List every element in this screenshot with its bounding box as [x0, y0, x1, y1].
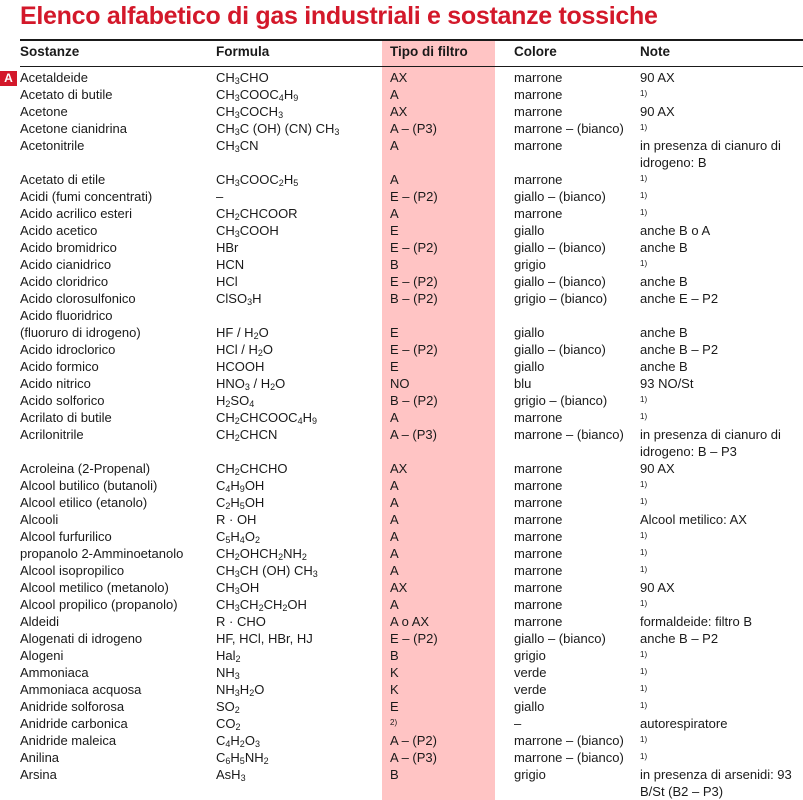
- formula-cell: HBr: [216, 240, 239, 255]
- substance-cell: Acido solforico: [20, 393, 105, 408]
- table-row: [0, 120, 803, 137]
- formula-cell: $CH_2CHCOOR$: [216, 206, 298, 222]
- table-row: [0, 545, 803, 562]
- note-cell: 90 AX: [640, 70, 675, 85]
- filter-cell: A: [390, 87, 399, 102]
- color-cell: marrone: [514, 614, 563, 629]
- note-cell: 1): [640, 89, 648, 98]
- note-cell: anche B o A: [640, 223, 711, 238]
- filter-cell: A – (P3): [390, 427, 437, 442]
- filter-cell: E – (P2): [390, 631, 438, 646]
- note-cell: 1): [640, 684, 648, 693]
- note-cell: 90 AX: [640, 580, 675, 595]
- formula-cell: HF / $H_2O$: [216, 325, 269, 341]
- substance-cell: Alcool butilico (butanoli): [20, 478, 158, 493]
- note-cell: 1): [640, 480, 648, 489]
- filter-cell: A: [390, 563, 399, 578]
- table-row: [0, 477, 803, 494]
- header-filter: Tipo di filtro: [390, 44, 468, 59]
- filter-cell: A – (P2): [390, 733, 437, 748]
- formula-cell: $NH_3H_2O$: [216, 682, 265, 698]
- filter-cell: B – (P2): [390, 291, 438, 306]
- color-cell: marrone: [514, 495, 563, 510]
- color-cell: –: [514, 716, 522, 731]
- substance-cell: Acido nitrico: [20, 376, 91, 391]
- substance-cell: Anidride maleica: [20, 733, 117, 748]
- note-cell: 1): [640, 565, 648, 574]
- filter-cell: A: [390, 478, 399, 493]
- formula-cell: $CH_2CHCN$: [216, 427, 278, 443]
- note-cell: 1): [640, 497, 648, 506]
- formula-cell: $CH_3CHO$: [216, 70, 269, 86]
- substance-cell: Acrilato di butile: [20, 410, 112, 425]
- formula-cell: HF, HCl, HBr, HJ: [216, 631, 313, 646]
- filter-cell: A: [390, 529, 399, 544]
- color-cell: giallo – (bianco): [514, 240, 606, 255]
- formula-cell: $H_2SO_4$: [216, 393, 255, 409]
- formula-cell: $CH_3C$ (OH) (CN) $CH_3$: [216, 121, 340, 137]
- substance-cell: Acido clorosulfonico: [20, 291, 136, 306]
- note-cell: 1): [640, 650, 648, 659]
- filter-cell: E – (P2): [390, 342, 438, 357]
- filter-cell: E: [390, 223, 399, 238]
- formula-cell: $CH_3CN$: [216, 138, 259, 154]
- table-row: [0, 222, 803, 239]
- filter-cell: B – (P2): [390, 393, 438, 408]
- table-row: [0, 375, 803, 392]
- color-cell: marrone: [514, 529, 563, 544]
- note-cell: 1): [640, 531, 648, 540]
- color-cell: giallo – (bianco): [514, 189, 606, 204]
- substance-cell: Acido cloridrico: [20, 274, 109, 289]
- formula-cell: Hal$_2$: [216, 648, 241, 664]
- note-cell: 1): [640, 667, 648, 676]
- table-row: [0, 188, 803, 205]
- formula-cell: $CH_3COOH$: [216, 223, 279, 239]
- substance-cell: Acetato di etile: [20, 172, 106, 187]
- substance-cell: Acido formico: [20, 359, 99, 374]
- formula-cell: $CO_2$: [216, 716, 241, 732]
- filter-cell: E – (P2): [390, 274, 438, 289]
- substance-cell: Acido bromidrico: [20, 240, 117, 255]
- formula-cell: HCl: [216, 274, 238, 289]
- substance-cell: Acetone cianidrina: [20, 121, 127, 136]
- note-cell: 1): [640, 191, 648, 200]
- substance-cell: Alcool metilico (metanolo): [20, 580, 169, 595]
- filter-cell: A: [390, 512, 399, 527]
- table-row: [0, 239, 803, 256]
- table-row: [0, 579, 803, 596]
- filter-cell: A o AX: [390, 614, 430, 629]
- substance-cell: (fluoruro di idrogeno): [20, 325, 141, 340]
- color-cell: blu: [514, 376, 532, 391]
- color-cell: marrone: [514, 580, 563, 595]
- formula-cell: $C_4H_9OH$: [216, 478, 265, 494]
- note-cell: 1): [640, 174, 648, 183]
- substance-cell: Acido fluoridrico: [20, 308, 113, 323]
- table-row: [0, 426, 803, 460]
- substance-cell: Ammoniaca acquosa: [20, 682, 142, 697]
- color-cell: marrone: [514, 546, 563, 561]
- note-cell: 1): [640, 599, 648, 608]
- formula-cell: $HNO_3 / H_2O$: [216, 376, 286, 392]
- substance-cell: Acido acetico: [20, 223, 98, 238]
- note-cell: Alcool metilico: AX: [640, 512, 747, 527]
- header-formula: Formula: [216, 44, 270, 59]
- note-cell: 93 NO/St: [640, 376, 694, 391]
- filter-cell: B: [390, 257, 399, 272]
- color-cell: marrone – (bianco): [514, 427, 624, 442]
- filter-cell: A: [390, 138, 399, 153]
- note-cell: 1): [640, 735, 648, 744]
- substance-cell: Alcool furfurilico: [20, 529, 112, 544]
- filter-cell: B: [390, 648, 399, 663]
- table-row: [0, 358, 803, 375]
- filter-cell: A: [390, 410, 399, 425]
- formula-cell: HCl / $H_2O$: [216, 342, 274, 358]
- color-cell: giallo – (bianco): [514, 342, 606, 357]
- note-cell: 1): [640, 412, 648, 421]
- formula-cell: AsH$_3$: [216, 767, 246, 783]
- substance-cell: Alcool isopropilico: [20, 563, 125, 578]
- color-cell: verde: [514, 682, 547, 697]
- color-cell: marrone: [514, 461, 563, 476]
- color-cell: grigio: [514, 767, 546, 782]
- substance-cell: Acido cianidrico: [20, 257, 112, 272]
- table-row: [0, 494, 803, 511]
- formula-cell: $C_2H_5OH$: [216, 495, 265, 511]
- table-row: [0, 86, 803, 103]
- color-cell: giallo – (bianco): [514, 631, 606, 646]
- note-cell: 1): [640, 259, 648, 268]
- substance-cell: Alcooli: [20, 512, 59, 527]
- note-cell: 1): [640, 548, 648, 557]
- table-row: [0, 290, 803, 307]
- filter-cell: A: [390, 546, 399, 561]
- filter-cell: E – (P2): [390, 240, 438, 255]
- section-letter-badge: A: [0, 71, 17, 86]
- formula-cell: R · CHO: [216, 614, 266, 629]
- color-cell: marrone – (bianco): [514, 750, 624, 765]
- note-cell: 1): [640, 752, 648, 761]
- substance-cell: Anidride carbonica: [20, 716, 128, 731]
- formula-cell: $NH_3$: [216, 665, 240, 681]
- formula-cell: ClSO$_3$H: [216, 291, 262, 307]
- filter-cell: E: [390, 699, 399, 714]
- table-row: [0, 392, 803, 409]
- filter-cell: K: [390, 665, 399, 680]
- table-row: [0, 171, 803, 188]
- note-cell: 1): [640, 208, 648, 217]
- substance-cell: Acetone: [20, 104, 68, 119]
- formula-cell: R · OH: [216, 512, 257, 527]
- filter-cell: E: [390, 325, 399, 340]
- table-row: [0, 664, 803, 681]
- formula-cell: $CH_2CHCHO$: [216, 461, 288, 477]
- table-row: [0, 273, 803, 290]
- formula-cell: HCOOH: [216, 359, 265, 374]
- color-cell: marrone: [514, 104, 563, 119]
- color-cell: grigio – (bianco): [514, 291, 608, 306]
- filter-cell: E – (P2): [390, 189, 438, 204]
- table-row: [0, 732, 803, 749]
- table-row: [0, 256, 803, 273]
- substance-cell: Alcool etilico (etanolo): [20, 495, 148, 510]
- color-cell: marrone: [514, 478, 563, 493]
- filter-cell: A – (P3): [390, 750, 437, 765]
- table-row: [0, 409, 803, 426]
- table-row: [0, 324, 803, 341]
- substance-cell: Acido acrilico esteri: [20, 206, 132, 221]
- substance-cell: Anidride solforosa: [20, 699, 125, 714]
- color-cell: marrone: [514, 410, 563, 425]
- table-row: [0, 528, 803, 545]
- color-cell: grigio – (bianco): [514, 393, 608, 408]
- table-row: [0, 647, 803, 664]
- formula-cell: $CH_3COOC_2H_5$: [216, 172, 299, 188]
- color-cell: marrone: [514, 138, 563, 153]
- filter-cell: AX: [390, 461, 408, 476]
- color-cell: marrone: [514, 70, 563, 85]
- formula-cell: $CH_3COCH_3$: [216, 104, 284, 120]
- substance-cell: Anilina: [20, 750, 60, 765]
- color-cell: marrone – (bianco): [514, 121, 624, 136]
- formula-cell: $CH_3CH_2CH_2OH$: [216, 597, 307, 613]
- note-cell: 1): [640, 701, 648, 710]
- note-cell: 90 AX: [640, 104, 675, 119]
- formula-cell: HCN: [216, 257, 245, 272]
- note-cell: 1): [640, 123, 648, 132]
- color-cell: grigio: [514, 257, 546, 272]
- filter-cell: B: [390, 767, 399, 782]
- note-cell: 1): [640, 395, 648, 404]
- filter-cell: AX: [390, 580, 408, 595]
- table-row: [0, 766, 803, 800]
- color-cell: giallo: [514, 359, 545, 374]
- header-note: Note: [640, 44, 670, 59]
- note-cell: in presenza di arsenidi: 93 B/St (B2 – P3): [640, 767, 792, 799]
- substance-cell: Acidi (fumi concentrati): [20, 189, 153, 204]
- filter-cell: 2): [390, 718, 398, 727]
- header-bottom-rule: [20, 66, 803, 67]
- substance-cell: propanolo 2-Amminoetanolo: [20, 546, 184, 561]
- formula-cell: $CH_2OHCH_2NH_2$: [216, 546, 307, 562]
- substance-cell: Ammoniaca: [20, 665, 89, 680]
- filter-cell: NO: [390, 376, 410, 391]
- color-cell: marrone: [514, 172, 563, 187]
- substance-cell: Acetonitrile: [20, 138, 85, 153]
- substance-cell: Alogenati di idrogeno: [20, 631, 143, 646]
- formula-cell: $C_6H_5NH_2$: [216, 750, 269, 766]
- table-row: [0, 341, 803, 358]
- filter-cell: E: [390, 359, 399, 374]
- note-cell: 90 AX: [640, 461, 675, 476]
- note-cell: in presenza di cianuro di idrogeno: B: [640, 138, 781, 170]
- formula-cell: $CH_3COOC_4H_9$: [216, 87, 299, 103]
- table-row: [0, 749, 803, 766]
- note-cell: anche B – P2: [640, 342, 719, 357]
- color-cell: marrone: [514, 563, 563, 578]
- table-row: [0, 715, 803, 732]
- note-cell: anche B: [640, 325, 688, 340]
- color-cell: marrone – (bianco): [514, 733, 624, 748]
- color-cell: marrone: [514, 597, 563, 612]
- page-title: Elenco alfabetico di gas industriali e sostanze tossiche: [20, 2, 658, 30]
- substance-table: [0, 69, 803, 800]
- color-cell: giallo – (bianco): [514, 274, 606, 289]
- substance-cell: Acroleina (2-Propenal): [20, 461, 151, 476]
- color-cell: marrone: [514, 512, 563, 527]
- filter-cell: A: [390, 172, 399, 187]
- filter-cell: A: [390, 597, 399, 612]
- table-row: [0, 137, 803, 171]
- color-cell: marrone: [514, 206, 563, 221]
- filter-cell: A: [390, 495, 399, 510]
- formula-cell: $C_4H_2O_3$: [216, 733, 260, 749]
- color-cell: giallo: [514, 699, 545, 714]
- table-row: [0, 205, 803, 222]
- formula-cell: $CH_3OH$: [216, 580, 260, 596]
- filter-cell: K: [390, 682, 399, 697]
- table-row: [0, 698, 803, 715]
- formula-cell: $C_5H_4O_2$: [216, 529, 260, 545]
- color-cell: marrone: [514, 87, 563, 102]
- table-row: [0, 307, 803, 324]
- color-cell: grigio: [514, 648, 546, 663]
- substance-cell: Alcool propilico (propanolo): [20, 597, 178, 612]
- filter-cell: AX: [390, 104, 408, 119]
- table-row: [0, 69, 803, 86]
- table-row: [0, 630, 803, 647]
- substance-cell: Acido idroclorico: [20, 342, 116, 357]
- note-cell: anche B: [640, 359, 688, 374]
- filter-cell: A: [390, 206, 399, 221]
- header-top-rule: [20, 39, 803, 41]
- table-row: [0, 596, 803, 613]
- table-row: [0, 613, 803, 630]
- table-row: [0, 562, 803, 579]
- note-cell: anche B – P2: [640, 631, 719, 646]
- formula-cell: $CH_3CH$ (OH) $CH_3$: [216, 563, 318, 579]
- substance-cell: Aldeidi: [20, 614, 60, 629]
- note-cell: autorespiratore: [640, 716, 728, 731]
- table-row: [0, 103, 803, 120]
- color-cell: giallo: [514, 325, 545, 340]
- color-cell: giallo: [514, 223, 545, 238]
- substance-cell: Alogeni: [20, 648, 64, 663]
- note-cell: anche B: [640, 274, 688, 289]
- formula-cell: $SO_2$: [216, 699, 240, 715]
- table-row: [0, 511, 803, 528]
- substance-cell: Acrilonitrile: [20, 427, 84, 442]
- substance-cell: Acetato di butile: [20, 87, 113, 102]
- formula-cell: –: [216, 189, 224, 204]
- note-cell: in presenza di cianuro di idrogeno: B – P3: [640, 427, 781, 459]
- color-cell: verde: [514, 665, 547, 680]
- substance-cell: Arsina: [20, 767, 57, 782]
- table-row: [0, 681, 803, 698]
- note-cell: anche E – P2: [640, 291, 719, 306]
- note-cell: anche B: [640, 240, 688, 255]
- table-row: [0, 460, 803, 477]
- header-substance: Sostanze: [20, 44, 80, 59]
- substance-cell: Acetaldeide: [20, 70, 88, 85]
- note-cell: formaldeide: filtro B: [640, 614, 752, 629]
- filter-cell: A – (P3): [390, 121, 437, 136]
- formula-cell: $CH_2CHCOOC_4H_9$: [216, 410, 317, 426]
- header-color: Colore: [514, 44, 557, 59]
- filter-cell: AX: [390, 70, 408, 85]
